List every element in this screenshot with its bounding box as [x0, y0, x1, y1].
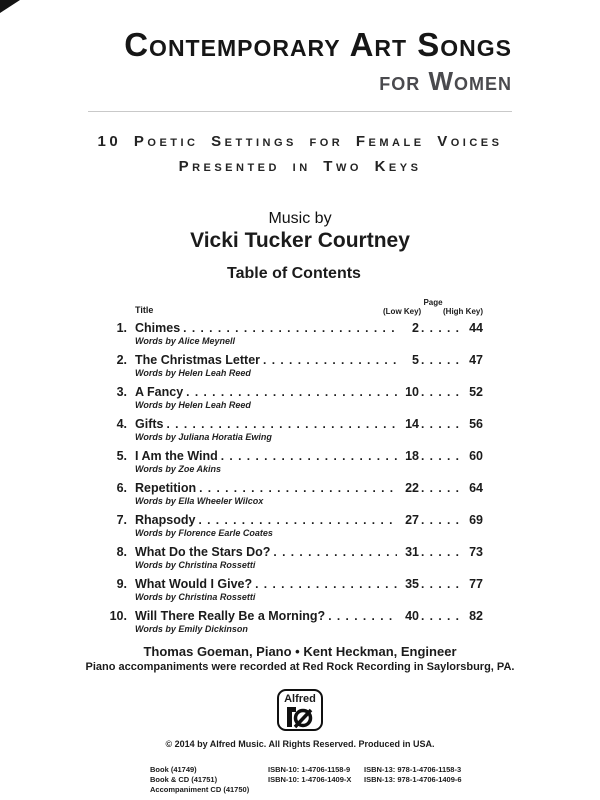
toc-entry-line — [105, 385, 483, 399]
book-title-line1: Contemporary Art Songs — [124, 26, 512, 63]
subtitle-line2: Presented in Two Keys — [178, 157, 422, 175]
product-row — [150, 785, 600, 795]
toc-entry — [105, 545, 483, 570]
toc-entry-high-key-page: 82 — [469, 608, 483, 623]
toc-dot-leader — [218, 449, 397, 463]
toc-dot-leader — [163, 417, 397, 431]
title-divider — [88, 111, 512, 112]
toc-entry-title: Rhapsody — [135, 512, 196, 527]
toc-entry-number: 9. — [116, 576, 127, 591]
toc-entry-low-key-page: 35 — [405, 576, 419, 591]
toc-dot-leader-mid — [419, 385, 459, 399]
toc-entry-high-key-page: 73 — [469, 544, 483, 559]
toc-dot-leader-mid — [419, 353, 459, 367]
toc-entry-number: 2. — [116, 352, 127, 367]
toc-entry-line — [105, 577, 483, 591]
toc-entry-lyricist: Words by Christina Rossetti — [135, 591, 256, 602]
toc-entry-lyricist: Words by Helen Leah Reed — [135, 367, 251, 378]
toc-entry-lyricist: Words by Alice Meynell — [135, 335, 236, 346]
toc-entry — [105, 577, 483, 602]
toc-entry-lyricist: Words by Florence Earle Coates — [135, 527, 273, 538]
toc-entry-number: 4. — [116, 416, 127, 431]
toc-entry-number: 7. — [116, 512, 127, 527]
toc-entry-line — [105, 545, 483, 559]
toc-entry-low-key-page: 22 — [405, 480, 419, 495]
toc-entry-lyricist: Words by Helen Leah Reed — [135, 399, 251, 410]
toc-entry-low-key-page: 40 — [405, 608, 419, 623]
product-name: Book & CD (41751) — [150, 774, 218, 784]
product-row — [150, 765, 600, 775]
toc-col-low-key: (Low Key) — [383, 306, 422, 316]
toc-column-headers — [105, 291, 483, 317]
toc-entry-lyricist: Words by Christina Rossetti — [135, 559, 256, 570]
toc-entry — [105, 449, 483, 474]
toc-entry — [105, 417, 483, 442]
toc-entry-number: 10. — [109, 608, 127, 623]
toc-entry — [105, 481, 483, 506]
toc-entry — [105, 385, 483, 410]
page-corner-artifact — [0, 0, 20, 13]
toc-entry-high-key-page: 60 — [469, 448, 483, 463]
toc-entry-title: Gifts — [135, 416, 164, 431]
copyright-line: © 2014 by Alfred Music. All Rights Reserved. Produced in USA. — [165, 738, 435, 749]
toc-entry-list — [105, 321, 483, 634]
product-isbn10: ISBN-10: 1-4706-1409-X — [268, 774, 352, 784]
toc-entry-line — [105, 417, 483, 431]
toc-dot-leader-mid — [419, 513, 459, 527]
toc-entry-title: What Would I Give? — [135, 576, 253, 591]
toc-entry-title: Chimes — [135, 320, 181, 335]
book-title-line2: for Women — [379, 65, 512, 96]
toc-entry-high-key-page: 52 — [469, 384, 483, 399]
product-isbn10 — [268, 785, 364, 795]
toc-col-page-group — [383, 298, 483, 317]
publisher-logo-wrap — [0, 689, 600, 731]
music-by-label: Music by — [268, 209, 332, 227]
product-isbn10: ISBN-10: 1-4706-1158-9 — [268, 764, 351, 774]
toc-entry-line — [105, 609, 483, 623]
toc-entry-number: 3. — [116, 384, 127, 399]
toc-heading: Table of Contents — [227, 264, 361, 282]
alfred-clef-icon — [284, 705, 316, 729]
toc-entry-high-key-page: 47 — [469, 352, 483, 367]
toc-entry-title: A Fancy — [135, 384, 184, 399]
product-isbn-table — [150, 765, 600, 795]
toc-entry-high-key-page: 69 — [469, 512, 483, 527]
toc-entry-lyricist: Words by Zoe Akins — [135, 463, 222, 474]
toc-dot-leader-mid — [419, 577, 459, 591]
alfred-logo — [277, 689, 323, 731]
toc-dot-leader-mid — [419, 449, 459, 463]
product-isbn13: ISBN-13: 978-1-4706-1158-3 — [364, 764, 462, 774]
toc-entry-lyricist: Words by Juliana Horatia Ewing — [135, 431, 272, 442]
toc-entry — [105, 353, 483, 378]
toc-entry-title: Repetition — [135, 480, 197, 495]
credits-recording-note: Piano accompaniments were recorded at Red Rock Recording in Saylorsburg, PA. — [85, 660, 515, 673]
toc-entry — [105, 321, 483, 346]
product-isbn13: ISBN-13: 978-1-4706-1409-6 — [364, 774, 462, 784]
toc-entry-line — [105, 481, 483, 495]
toc-dot-leader — [270, 545, 397, 559]
toc-entry-lyricist: Words by Emily Dickinson — [135, 623, 248, 634]
toc-entry-line — [105, 353, 483, 367]
toc-dot-leader-mid — [419, 321, 459, 335]
toc-entry-number: 5. — [116, 448, 127, 463]
toc-entry-lyricist: Words by Ella Wheeler Wilcox — [135, 495, 264, 506]
book-title-block — [0, 0, 600, 97]
toc-dot-leader-mid — [419, 609, 459, 623]
toc-col-high-key: (High Key) — [443, 306, 483, 316]
toc-entry-line — [105, 449, 483, 463]
toc-entry-low-key-page: 31 — [405, 544, 419, 559]
toc-entry-title: What Do the Stars Do? — [135, 544, 271, 559]
composer-block — [0, 210, 600, 253]
toc-entry-title: The Christmas Letter — [135, 352, 261, 367]
toc-dot-leader — [196, 481, 397, 495]
toc-key-labels — [383, 307, 483, 317]
product-name: Book (41749) — [150, 764, 197, 774]
toc-col-title: Title — [135, 304, 154, 315]
toc-entry-title: I Am the Wind — [135, 448, 218, 463]
toc-dot-leader-mid — [419, 545, 459, 559]
recording-credits — [0, 644, 600, 673]
toc-entry-high-key-page: 64 — [469, 480, 483, 495]
toc-dot-leader — [180, 321, 397, 335]
toc-entry-title: Will There Really Be a Morning? — [135, 608, 326, 623]
credits-performers: Thomas Goeman, Piano • Kent Heckman, Engineer — [143, 643, 457, 659]
toc-dot-leader — [252, 577, 397, 591]
toc-entry-line — [105, 321, 483, 335]
toc-col-page: Page — [423, 297, 443, 307]
table-of-contents — [105, 265, 483, 634]
toc-entry-high-key-page: 44 — [469, 320, 483, 335]
toc-entry-high-key-page: 56 — [469, 416, 483, 431]
alfred-logo-wordmark: Alfred — [284, 692, 316, 705]
toc-entry — [105, 609, 483, 634]
toc-dot-leader — [183, 385, 397, 399]
toc-dot-leader-mid — [419, 417, 459, 431]
toc-entry-low-key-page: 14 — [405, 416, 419, 431]
toc-entry-low-key-page: 2 — [412, 320, 419, 335]
toc-entry-high-key-page: 77 — [469, 576, 483, 591]
subtitle-line1: 10 Poetic Settings for Female Voices — [97, 133, 503, 151]
toc-entry-low-key-page: 10 — [405, 384, 419, 399]
toc-entry-number: 1. — [116, 320, 127, 335]
composer-name: Vicki Tucker Courtney — [190, 228, 410, 252]
toc-entry-number: 6. — [116, 480, 127, 495]
toc-entry-low-key-page: 18 — [405, 448, 419, 463]
toc-dot-leader — [195, 513, 397, 527]
book-subtitle — [0, 130, 600, 180]
toc-entry-low-key-page: 27 — [405, 512, 419, 527]
toc-entry — [105, 513, 483, 538]
toc-entry-line — [105, 513, 483, 527]
toc-entry-number: 8. — [116, 544, 127, 559]
toc-entry-low-key-page: 5 — [412, 352, 419, 367]
toc-dot-leader — [325, 609, 397, 623]
toc-dot-leader-mid — [419, 481, 459, 495]
product-row — [150, 775, 600, 785]
toc-dot-leader — [260, 353, 397, 367]
product-name: Accompaniment CD (41750) — [150, 784, 250, 794]
